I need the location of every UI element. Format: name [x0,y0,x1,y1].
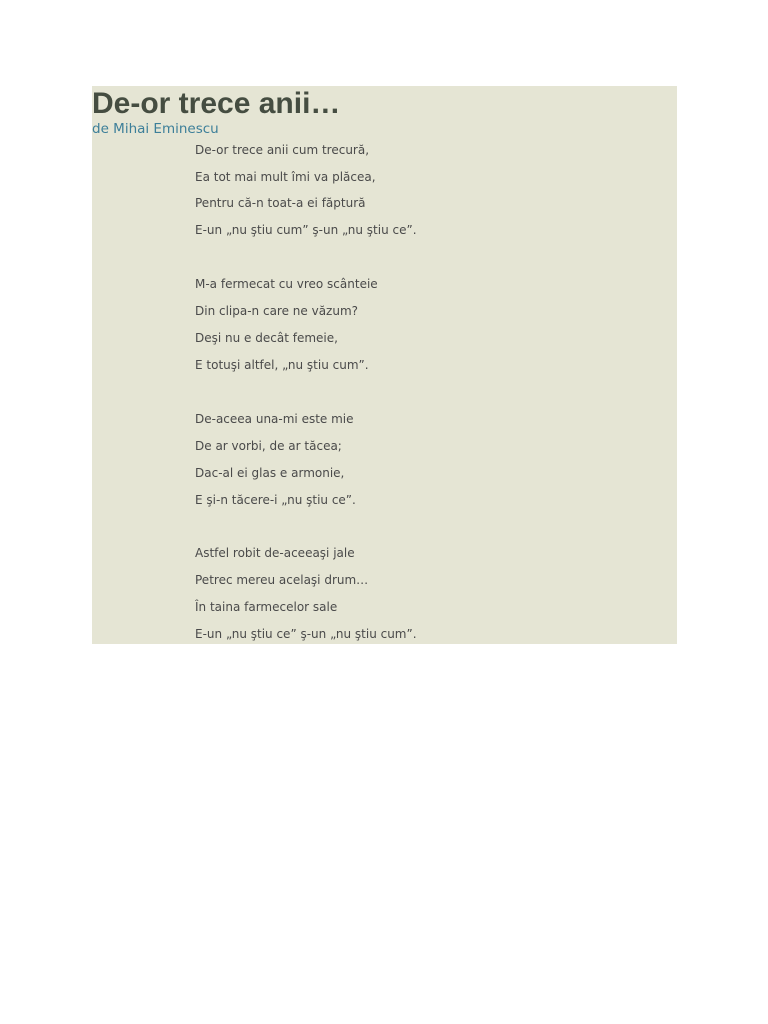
verse-line: Din clipa-n care ne văzum? [195,304,359,318]
verse-line: E-un „nu ştiu ce” ş-un „nu ştiu cum”. [195,627,417,641]
verse-line: Dac-al ei glas e armonie, [195,466,345,480]
poem-author: de Mihai Eminescu [92,121,219,137]
poem-title: De-or trece anii… [92,87,341,120]
verse-line: Deşi nu e decât femeie, [195,331,338,345]
verse-line: De-aceea una-mi este mie [195,412,354,426]
verse-line: M-a fermecat cu vreo scânteie [195,277,378,291]
verse-line: E-un „nu ştiu cum” ş-un „nu ştiu ce”. [195,223,417,237]
verse-line: Petrec mereu acelaşi drum… [195,573,369,587]
verse-line: Ea tot mai mult îmi va plăcea, [195,170,376,184]
poem-block [92,86,677,644]
verse-line: De ar vorbi, de ar tăcea; [195,439,342,453]
verse-line: Astfel robit de-aceeaşi jale [195,546,355,560]
verse-line: E şi-n tăcere-i „nu ştiu ce”. [195,493,356,507]
verse-line: De-or trece anii cum trecură, [195,143,370,157]
verse-line: În taina farmecelor sale [195,600,338,614]
verse-line: E totuşi altfel, „nu ştiu cum”. [195,358,369,372]
verse-line: Pentru că-n toat-a ei făptură [195,196,366,210]
